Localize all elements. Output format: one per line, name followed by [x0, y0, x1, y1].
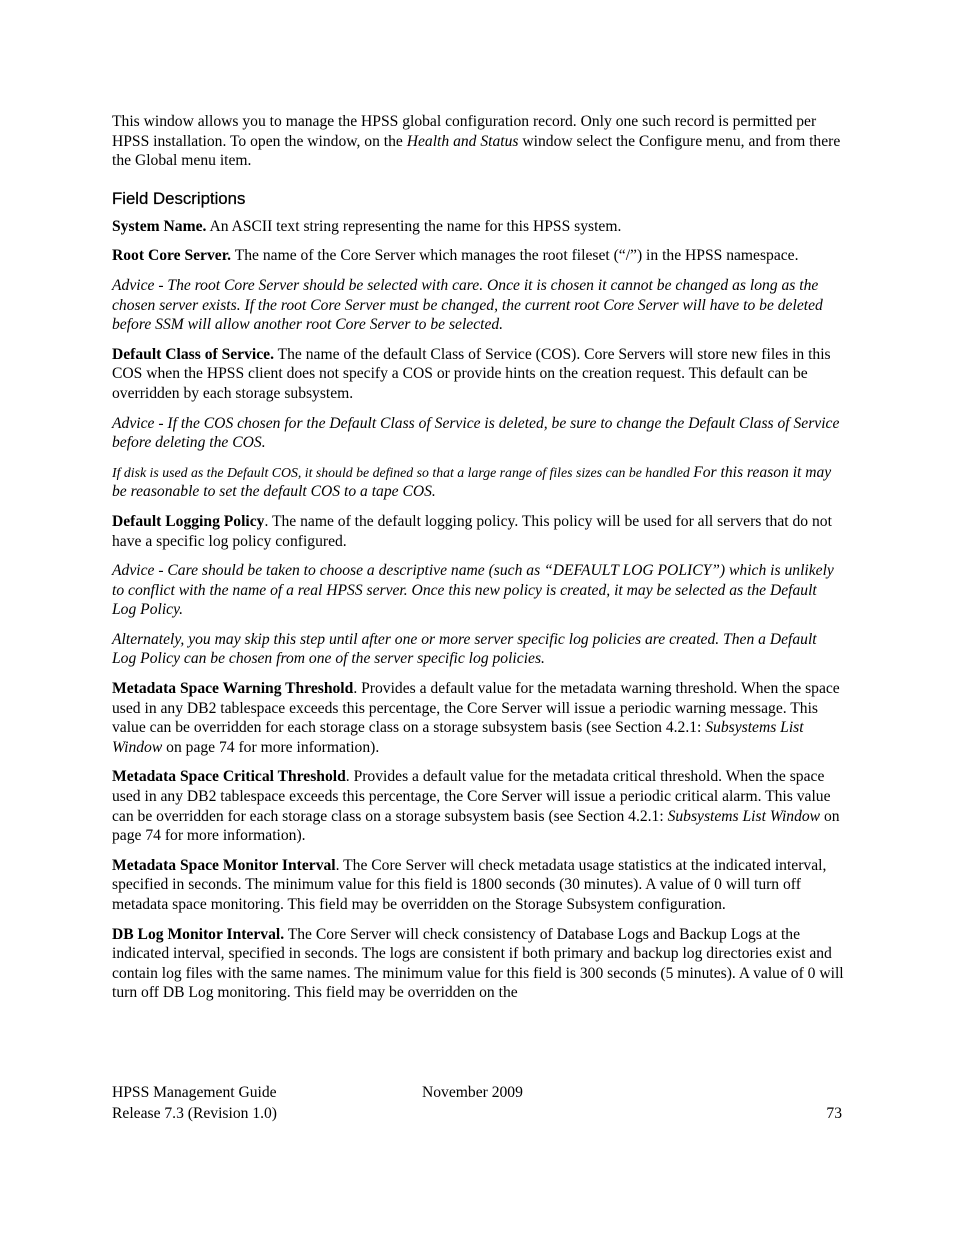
- db-log-interval-description: [112, 925, 844, 1003]
- field-text: The name of the default Class of Service (COS). Core Servers will store new files in this COS when the HPSS client does not specify a COS or provide hints on the creation request. This default can be overridden by each storage subsystem.: [112, 345, 831, 402]
- system-name-description: [112, 217, 844, 237]
- field-text-end: on page 74 for more information).: [162, 738, 380, 756]
- monitor-interval-description: [112, 856, 844, 915]
- subsystems-list-ref: Subsystems List Window: [112, 719, 804, 756]
- root-core-server-advice: Advice - The root Core Server should be selected with care. Once it is chosen it cannot be changed as long as the chosen server exists. If the root Core Server must be changed, the current root Core Server will have to be deleted before SSM will allow another root Core Server to be selected.: [112, 276, 823, 334]
- field-label: Default Logging Policy: [112, 512, 265, 530]
- footer-release: Release 7.3 (Revision 1.0): [112, 1105, 277, 1122]
- footer-row-2: [112, 1103, 842, 1124]
- health-status-ref: Health and Status: [406, 132, 519, 150]
- critical-threshold-description: [112, 767, 844, 845]
- default-logging-policy-description: [112, 512, 844, 551]
- footer-row-1: [112, 1082, 842, 1103]
- field-text: . The Core Server will check metadata usage statistics at the indicated interval, specified in seconds. The minimum value for this field is 1800 seconds (30 minutes). A value of 0 will turn off metadata space monitoring. This field may be overridden on the Storage Subsystem configuration.: [112, 856, 827, 913]
- root-core-server-description: [112, 246, 844, 266]
- default-logging-policy-alternate: Alternately, you may skip this step until after one or more server specific log policies are created. Then a Default Log Policy can be chosen from one of the server specific log policies.: [112, 630, 817, 668]
- footer-guide-title: HPSS Management Guide: [112, 1084, 277, 1101]
- default-cos-note: [112, 463, 844, 502]
- field-text-end: on page 74 for more information).: [112, 807, 840, 845]
- default-cos-description: [112, 345, 844, 404]
- intro-paragraph: [112, 112, 844, 171]
- page-number: 73: [826, 1105, 842, 1122]
- field-label: Default Class of Service.: [112, 345, 274, 363]
- field-label: Metadata Space Critical Threshold: [112, 768, 346, 786]
- note-small-text: If disk is used as the Default COS, it should be defined so that a large range of files sizes can be handled: [112, 464, 694, 480]
- field-text: The name of the Core Server which manages the root fileset (“/”) in the HPSS namespace.: [231, 247, 799, 265]
- default-logging-policy-advice: Advice - Care should be taken to choose a descriptive name (such as “DEFAULT LOG POLICY”) which is unlikely to conflict with the name of a real HPSS server. Once this new policy is created, it may be selected as the Default Log Policy.: [112, 562, 834, 619]
- subsystems-list-ref: Subsystems List Window: [667, 807, 821, 825]
- field-text: . The name of the default logging policy. This policy will be used for all servers that do not have a specific log policy configured.: [112, 512, 832, 550]
- section-heading: Field Descriptions: [112, 188, 246, 208]
- field-text: . Provides a default value for the metadata warning threshold. When the space used in any DB2 tablespace exceeds this percentage, the Core Server will issue a periodic warning message. This value can be overridden for each storage class on a storage subsystem basis (see Section 4.2.1:: [112, 680, 840, 737]
- field-label: Metadata Space Monitor Interval: [112, 856, 336, 874]
- field-text: . Provides a default value for the metadata critical threshold. When the space used in any DB2 tablespace exceeds this percentage, the Core Server will issue a periodic critical alarm. This value can be overridden for each storage class on a storage subsystem basis (see Section 4.2.1:: [112, 768, 831, 825]
- field-label: System Name.: [112, 217, 207, 235]
- field-label: Root Core Server.: [112, 247, 232, 265]
- page-footer: [112, 1082, 842, 1124]
- default-cos-advice: Advice - If the COS chosen for the Default Class of Service is deleted, be sure to change the Default Class of Service before deleting the COS.: [112, 414, 840, 452]
- note-text: For this reason it may be reasonable to set the default COS to a tape COS.: [112, 463, 832, 501]
- warning-threshold-description: [112, 679, 844, 757]
- field-label: DB Log Monitor Interval.: [112, 925, 285, 943]
- document-body: [112, 112, 844, 1013]
- field-label: Metadata Space Warning Threshold: [112, 680, 354, 698]
- intro-text: This window allows you to manage the HPSS global configuration record. Only one such record is permitted per HPSS installation. To open the window, on the: [112, 113, 817, 150]
- field-text: The Core Server will check consistency of Database Logs and Backup Logs at the indicated interval, specified in seconds. The logs are consistent if both primary and backup log directories exist and contain log files with the same names. The minimum value for this field is 300 seconds (5 minutes). A value of 0 will turn off DB Log monitoring. This field may be overridden on the: [112, 925, 844, 1002]
- intro-text-end: window select the Configure menu, and from there the Global menu item.: [112, 132, 841, 170]
- field-text: An ASCII text string representing the name for this HPSS system.: [206, 217, 622, 235]
- footer-date: November 2009: [422, 1084, 523, 1101]
